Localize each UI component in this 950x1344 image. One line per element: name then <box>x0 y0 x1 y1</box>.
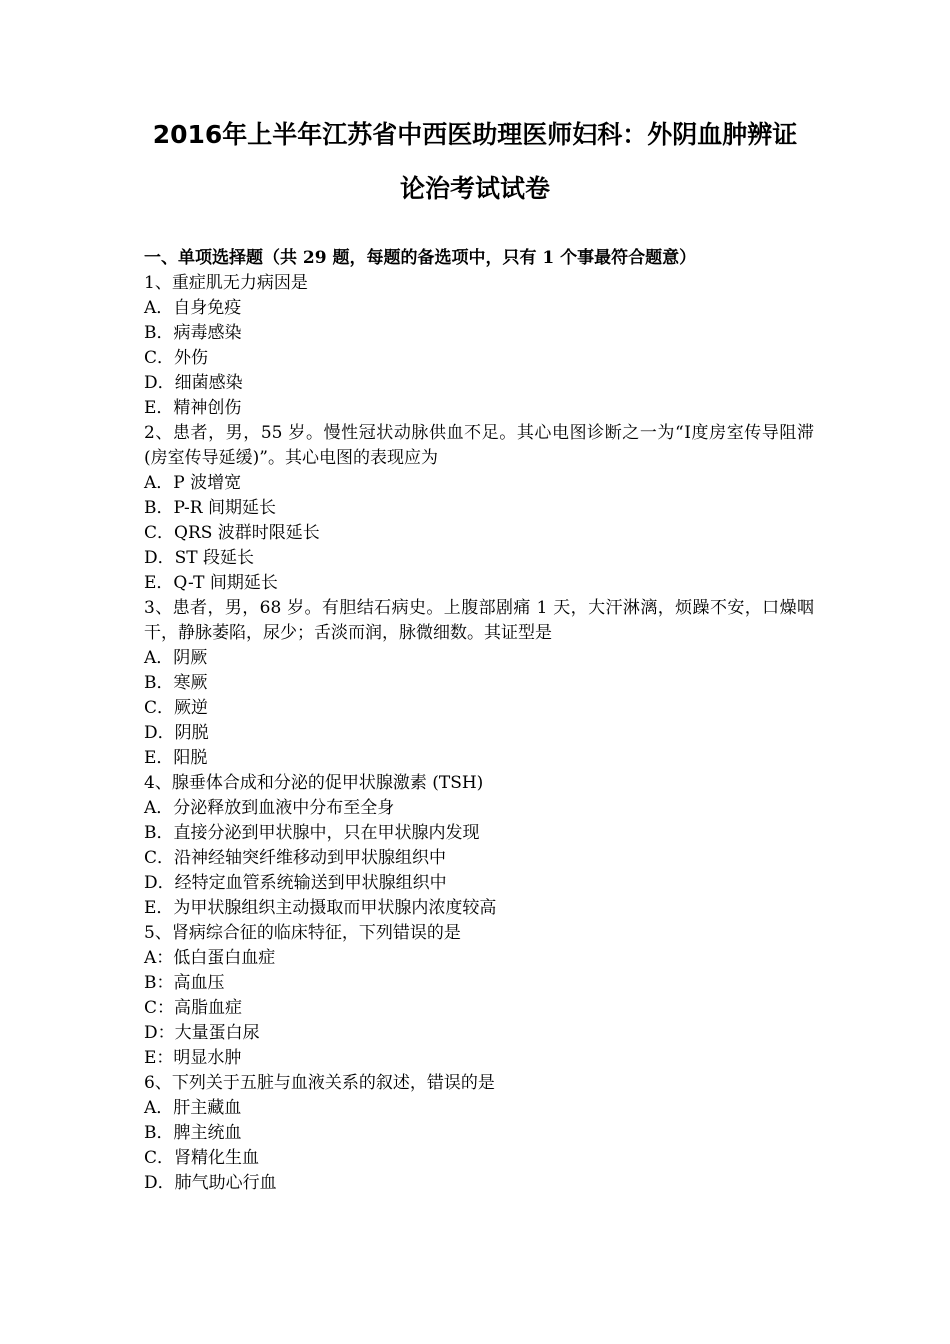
question-stem: 4、腺垂体合成和分泌的促甲状腺激素 (TSH) <box>144 773 484 793</box>
answer-option: D．细菌感染 <box>144 373 243 393</box>
answer-option: B：高血压 <box>144 973 225 993</box>
question-stem: 3、患者，男，68 岁。有胆结石病史。上腹部剧痛 1 天，大汗淋漓，烦躁不安，口燥咽干，静脉萎陷，尿少；舌淡而润，脉微细数。其证型是 <box>144 598 814 643</box>
document-title-line2: 论治考试试卷 <box>399 174 550 203</box>
answer-option: A．自身免疫 <box>144 298 242 318</box>
answer-option: C．QRS 波群时限延长 <box>144 523 320 543</box>
answer-option: E．Q-T 间期延长 <box>144 573 278 593</box>
document-title-line1: 2016年上半年江苏省中西医助理医师妇科：外阴血肿辨证 <box>152 120 798 149</box>
answer-option: E．为甲状腺组织主动摄取而甲状腺内浓度较高 <box>144 898 497 918</box>
question-stem: 5、肾病综合征的临床特征，下列错误的是 <box>144 923 461 943</box>
answer-option: A．肝主藏血 <box>144 1098 242 1118</box>
question-stem: 1、重症肌无力病因是 <box>144 273 308 293</box>
question-4 <box>144 771 814 921</box>
question-1 <box>144 271 814 421</box>
document-body <box>144 246 814 1196</box>
answer-option: B．直接分泌到甲状腺中，只在甲状腺内发现 <box>144 823 480 843</box>
answer-option: B．脾主统血 <box>144 1123 242 1143</box>
answer-option: D．ST 段延长 <box>144 548 255 568</box>
answer-option: E：明显水肿 <box>144 1048 242 1068</box>
answer-option: A．分泌释放到血液中分布至全身 <box>144 798 395 818</box>
question-3 <box>144 596 814 771</box>
answer-option: B．P-R 间期延长 <box>144 498 276 518</box>
answer-option: B．寒厥 <box>144 673 208 693</box>
answer-option: E．阳脱 <box>144 748 208 768</box>
answer-option: A：低白蛋白血症 <box>144 948 276 968</box>
answer-option: C．沿神经轴突纤维移动到甲状腺组织中 <box>144 848 447 868</box>
answer-option: D．经特定血管系统输送到甲状腺组织中 <box>144 873 447 893</box>
answer-option: B．病毒感染 <box>144 323 242 343</box>
question-5 <box>144 921 814 1071</box>
question-6 <box>144 1071 814 1196</box>
answer-option: A．阴厥 <box>144 648 208 668</box>
section-heading: 一、单项选择题（共 29 题，每题的备选项中，只有 1 个事最符合题意） <box>144 248 697 268</box>
answer-option: D：大量蛋白尿 <box>144 1023 260 1043</box>
question-2 <box>144 421 814 596</box>
answer-option: C．外伤 <box>144 348 209 368</box>
question-stem: 6、下列关于五脏与血液关系的叙述，错误的是 <box>144 1073 495 1093</box>
answer-option: C．肾精化生血 <box>144 1148 260 1168</box>
answer-option: C．厥逆 <box>144 698 209 718</box>
answer-option: D．肺气助心行血 <box>144 1173 277 1193</box>
question-stem: 2、患者，男，55 岁。慢性冠状动脉供血不足。其心电图诊断之一为“Ⅰ度房室传导阻滞(房室传导延缓)”。其心电图的表现应为 <box>144 423 814 468</box>
answer-option: C：高脂血症 <box>144 998 243 1018</box>
answer-option: A．P 波增宽 <box>144 473 242 493</box>
answer-option: E．精神创伤 <box>144 398 242 418</box>
answer-option: D．阴脱 <box>144 723 209 743</box>
